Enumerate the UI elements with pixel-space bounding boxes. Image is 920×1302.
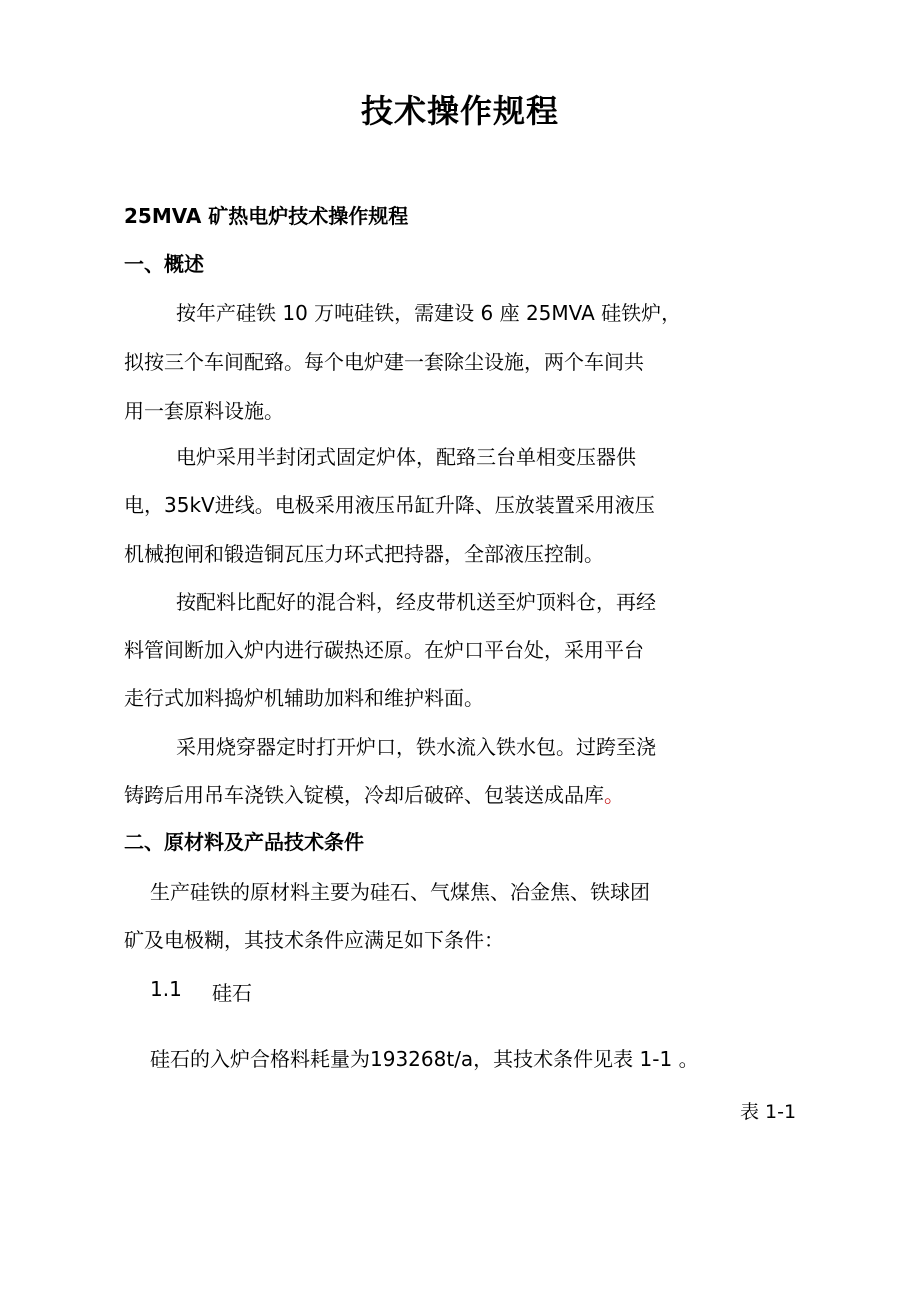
paragraph-line: 电，35kV进线。电极采用液压吊缸升降、压放装置采用液压	[124, 493, 655, 517]
section1-heading: 一、概述	[124, 252, 204, 276]
paragraph-line: 矿及电极糊，其技术条件应满足如下条件：	[124, 928, 504, 952]
subsection-title: 硅石	[212, 981, 252, 1005]
paragraph-line: 用一套原料设施。	[124, 399, 284, 423]
paragraph-line: 采用烧穿器定时打开炉口，铁水流入铁水包。过跨至浇	[176, 735, 656, 759]
paragraph-line: 按年产硅铁 10 万吨硅铁，需建设 6 座 25MVA 硅铁炉，	[176, 301, 682, 325]
paragraph-line: 电炉采用半封闭式固定炉体，配臵三台单相变压器供	[176, 445, 636, 469]
paragraph-line	[124, 779, 624, 808]
paragraph-line: 生产硅铁的原材料主要为硅石、气煤焦、冶金焦、铁球团	[150, 880, 650, 904]
document-title: 技术操作规程	[360, 92, 559, 130]
paragraph-line: 按配料比配好的混合料，经皮带机送至炉顶料仓，再经	[176, 590, 656, 614]
table-label: 表 1-1	[740, 1101, 797, 1123]
subsection-number: 1.1	[150, 977, 182, 1001]
paragraph-line: 走行式加料捣炉机辅助加料和维护料面。	[124, 686, 484, 710]
paragraph-text: 铸跨后用吊车浇铁入锭模，冷却后破碎、包装送成品库	[124, 783, 604, 807]
paragraph-line: 拟按三个车间配臵。每个电炉建一套除尘设施，两个车间共	[124, 350, 644, 374]
section2-heading: 二、原材料及产品技术条件	[124, 830, 364, 854]
subtitle: 25MVA 矿热电炉技术操作规程	[124, 204, 409, 228]
paragraph-line: 机械抱闸和锻造铜瓦压力环式把持器，全部液压控制。	[124, 542, 604, 566]
paragraph-line: 料管间断加入炉内进行碳热还原。在炉口平台处，采用平台	[124, 638, 644, 662]
paragraph-line: 硅石的入炉合格料耗量为193268t/a，其技术条件见表 1-1 。	[150, 1047, 699, 1071]
red-period: 。	[604, 783, 624, 807]
